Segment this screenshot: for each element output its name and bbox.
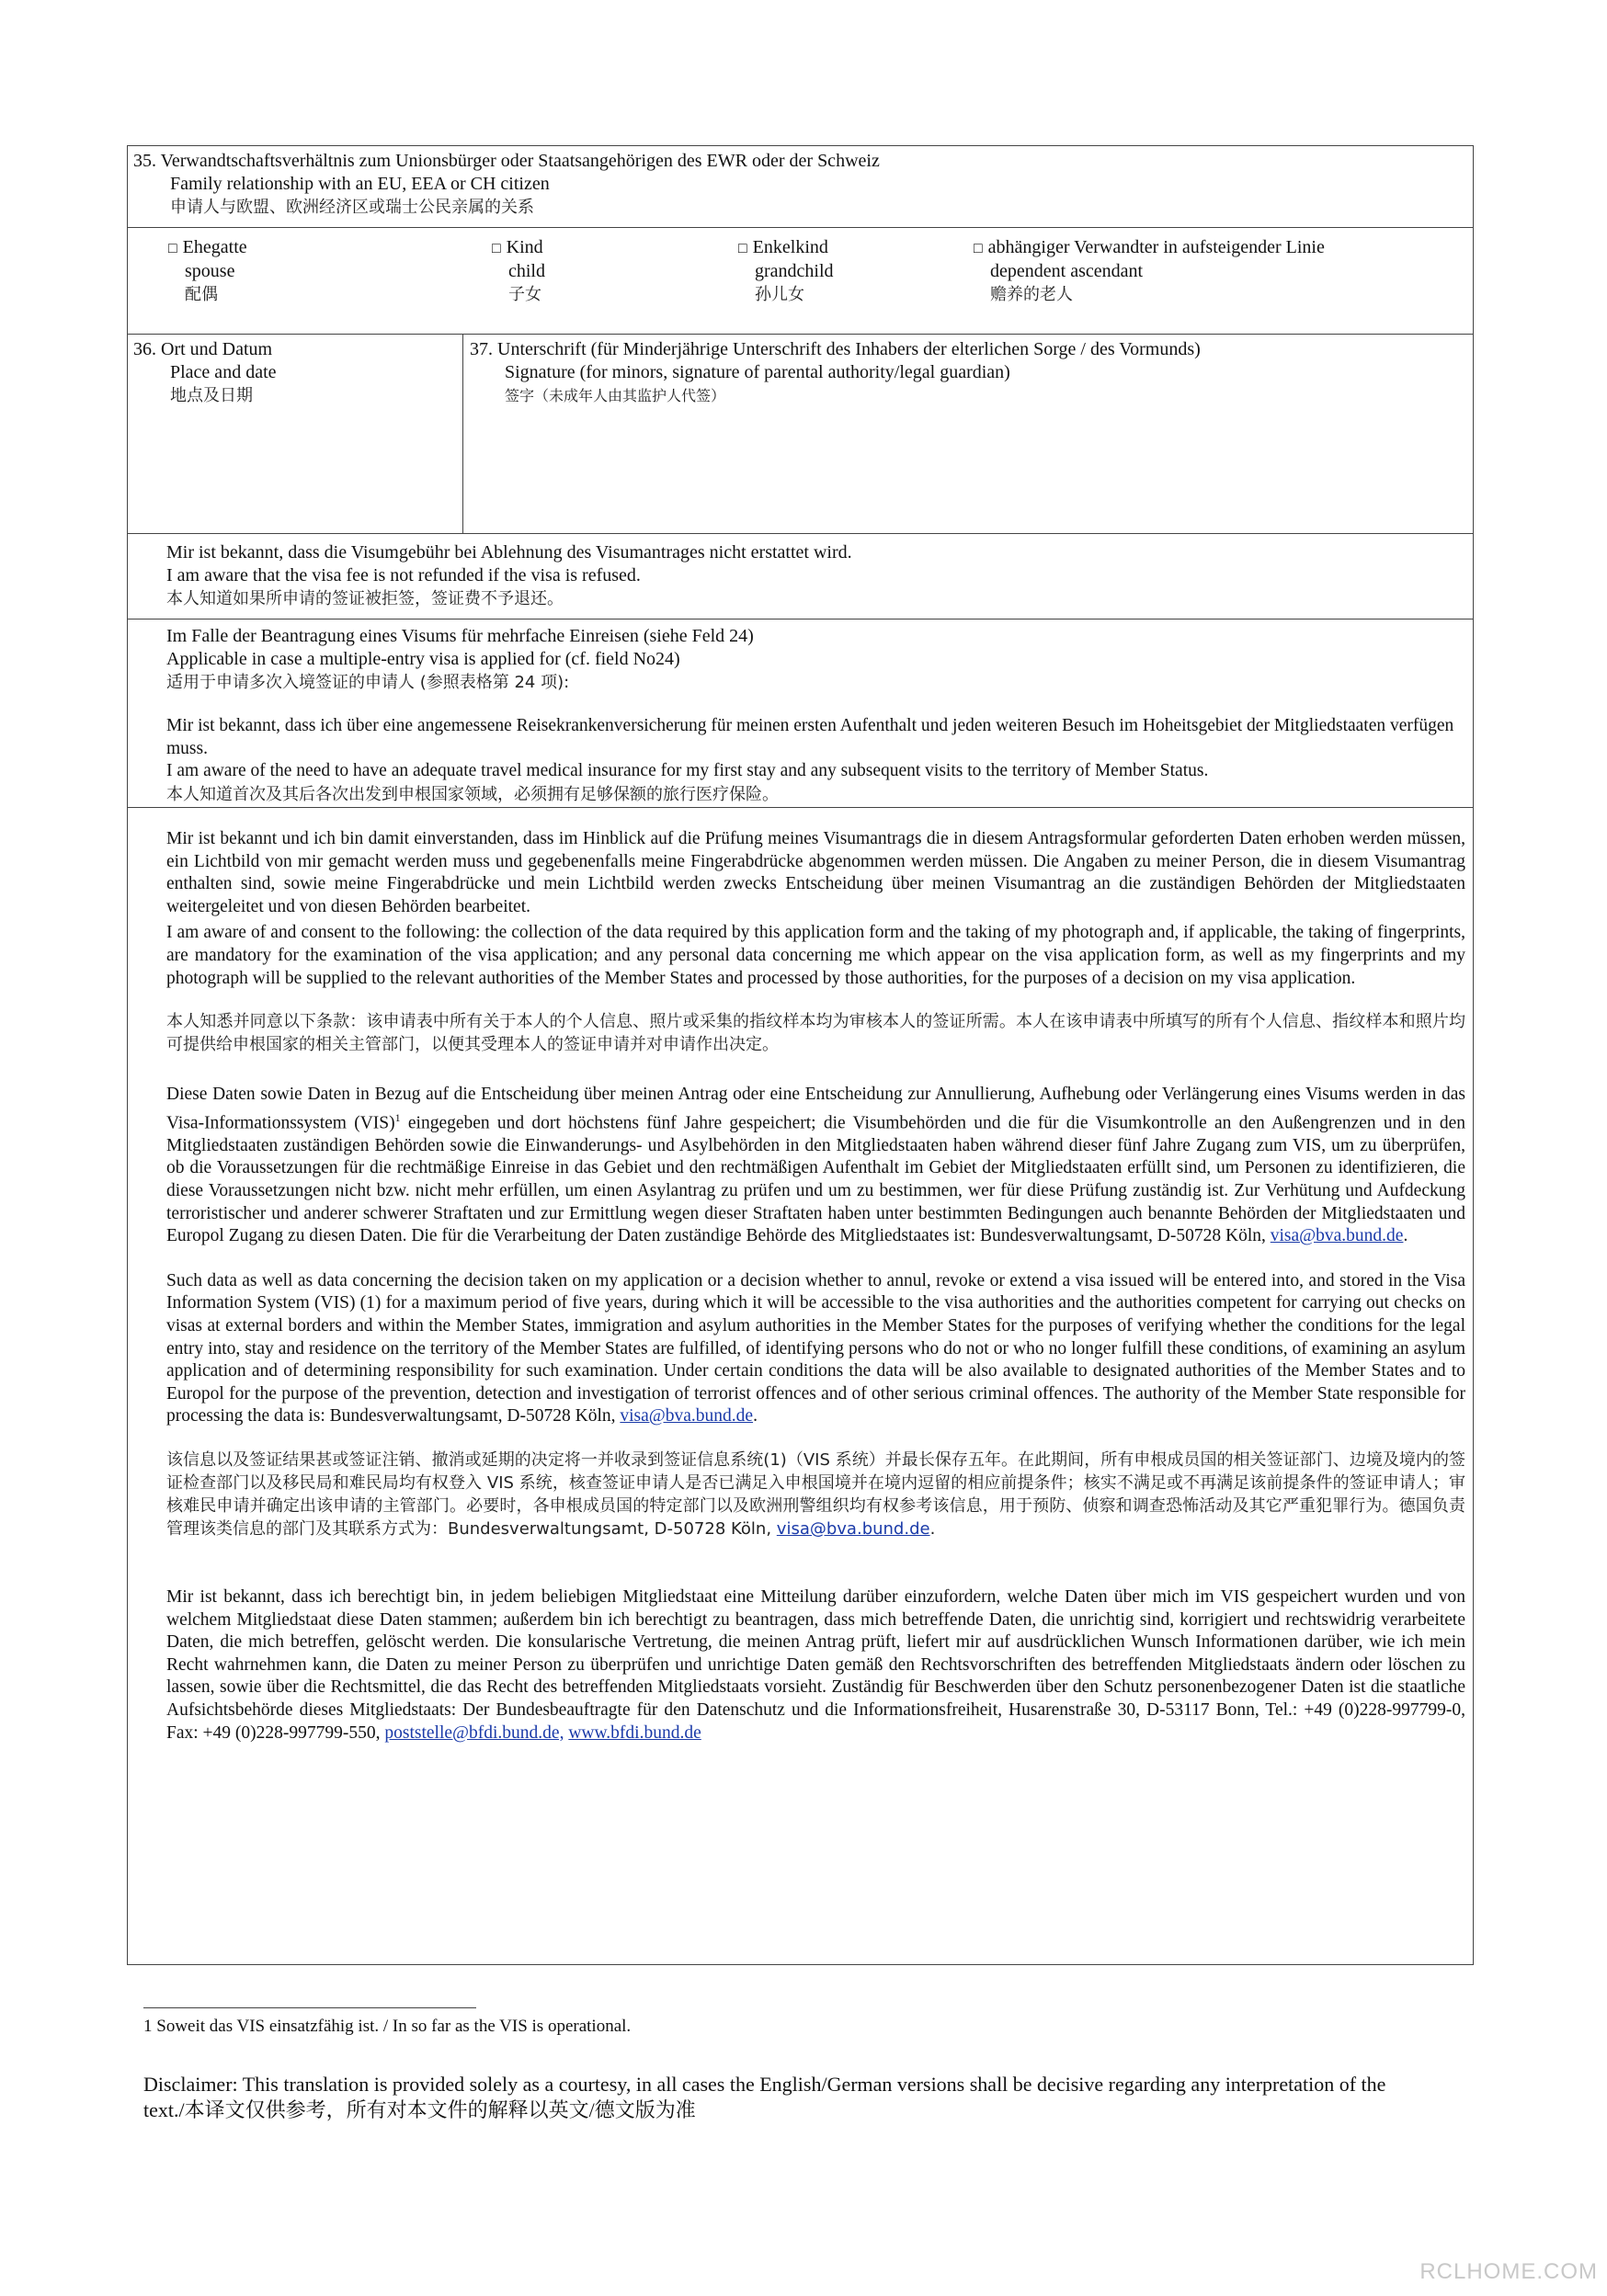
option-label-de: Kind	[506, 237, 543, 257]
consent-section	[166, 828, 1465, 1745]
footnote: 1 Soweit das VIS einsatzfähig ist. / In so far as the VIS is operational.	[143, 2017, 632, 2036]
q37-label-en: Signature (for minors, signature of parental authority/legal guardian)	[505, 362, 1010, 382]
option-label-cn: 孙儿女	[755, 285, 804, 304]
email-link[interactable]: poststelle@bfdi.bund.de,	[384, 1722, 564, 1743]
application-form-page-2	[127, 145, 1474, 1965]
q36-place-date-field[interactable]	[133, 338, 277, 407]
option-label-cn: 子女	[508, 285, 541, 304]
q36-label-en: Place and date	[170, 362, 277, 382]
consent-p3-de: Mir ist bekannt, dass ich berechtigt bin, in jedem beliebigen Mitgliedstaat eine Mitteilung darüber einzufordern, welche Daten über mich im VIS gespeichert wurden und von welchem Mitgliedstaat diese Daten stammen; außerdem bin ich berechtigt zu beantragen, dass mich betreffende Daten, die unrichtig sind, korrigiert und rechtswidrig verarbeitete Daten, die mich betreffen, gelöscht werden. Die konsularische Vertretung, die meinen Antrag prüft, liefert mir auf ausdrücklichen Wunsch Informationen darüber, wie ich mein Recht wahrnehmen kann, die Daten zu meiner Person zu überprüfen und unrichtige Daten gemäß den Rechtsvorschriften des betreffenden Mitgliedstaats ändern oder löschen zu lassen, sowie über die Rechtsmittel, die das Recht des betreffenden Mitgliedstaats vorsieht. Zuständig für Beschwerden über den Schutz personenbezogener Daten ist die staatliche Aufsichtsbehörde dieses Mitgliedstaats: Der Bundesbeauftragte für den Datenschutz und die Informationsfreiheit, Husarenstraße 30, D-53117 Bonn, Tel.: +49 (0)228-997799-0, Fax: +49 (0)228-997799-550, poststelle@bfdi.bund.de, www.bfdi.bund.de	[166, 1586, 1465, 1743]
footnote-separator	[143, 2007, 476, 2008]
consent-p1-cn: 本人知悉并同意以下条款：该申请表中所有关于本人的个人信息、照片或采集的指纹样本均为审核本人的签证所需。本人在该申请表中所填写的所有个人信息、指纹样本和照片均可提供给申根国家的相关主管部门，以便其受理本人的签证申请并对申请作出决定。	[166, 1012, 1465, 1055]
consent-p2-en: Such data as well as data concerning the decision taken on my application or a decision whether to annul, revoke or extend a visa issued will be entered into, and stored in the Visa Information System (VIS) (1) for a maximum period of five years, during which it will be accessible to the visa authorities and the authorities competent for carrying out checks on visas at external borders and within the Member States, immigration and asylum authorities in the Member States for the purposes of verifying whether the conditions for the legal entry into, stay and residence on the territory of the Member States are fulfilled, of identifying persons who do not or who no longer fulfill these conditions, of examining an asylum application and of determining responsibility for such examination. Under certain conditions the data will be also available to designated authorities of the Member States and to Europol for the purpose of the prevention, detection and investigation of terrorist offences and of other serious criminal offences. The authority of the Member State responsible for processing the data is: Bundesverwaltungsamt, D-50728 Köln, visa@bva.bund.de.	[166, 1270, 1465, 1426]
q37-label-cn: 签字（未成年人由其监护人代签）	[505, 387, 726, 404]
multiple-entry-en: Applicable in case a multiple-entry visa is applied for (cf. field No24)	[166, 649, 680, 669]
section-36-37-place-signature	[128, 335, 1473, 534]
insurance-de: Mir ist bekannt, dass ich über eine angemessene Reisekrankenversicherung für meinen ersten Aufenthalt und jeden weiteren Besuch im Hoheitsgebiet der Mitgliedstaaten verfügen muss.	[166, 716, 1454, 758]
visa-fee-de: Mir ist bekannt, dass die Visumgebühr bei Ablehnung des Visumantrages nicht erstattet wird.	[166, 542, 852, 563]
column-divider	[462, 335, 463, 533]
insurance-en: I am aware of the need to have an adequate travel medical insurance for my first stay and any subsequent visits to the territory of Member Status.	[166, 761, 1209, 781]
q35-title-en: Family relationship with an EU, EEA or CH citizen	[170, 174, 550, 194]
q37-label-de: 37. Unterschrift (für Minderjährige Unterschrift des Inhabers der elterlichen Sorge / des Vormunds)	[470, 339, 1201, 359]
email-link[interactable]: visa@bva.bund.de	[620, 1406, 754, 1426]
option-grandchild[interactable]	[738, 236, 834, 306]
q37-signature-field[interactable]	[470, 338, 1201, 407]
multiple-entry-de: Im Falle der Beantragung eines Visums für mehrfache Einreisen (siehe Feld 24)	[166, 626, 754, 646]
visa-fee-notice	[128, 534, 1473, 619]
watermark: RCLHOME.COM	[1419, 2259, 1598, 2284]
checkbox-icon[interactable]: □	[738, 241, 747, 256]
insurance-cn: 本人知道首次及其后各次出发到申根国家领域，必须拥有足够保额的旅行医疗保险。	[166, 784, 779, 804]
option-label-en: child	[508, 261, 545, 281]
checkbox-icon[interactable]: □	[168, 241, 177, 256]
option-dependent-ascendant[interactable]	[974, 236, 1325, 306]
checkbox-icon[interactable]: □	[974, 241, 983, 256]
checkbox-icon[interactable]: □	[492, 241, 501, 256]
q35-title-de: 35. Verwandtschaftsverhältnis zum Unionsbürger oder Staatsangehörigen des EWR oder der Schweiz	[133, 151, 880, 171]
option-label-de: Ehegatte	[182, 237, 247, 257]
option-spouse[interactable]	[168, 236, 247, 306]
option-label-en: dependent ascendant	[990, 261, 1144, 281]
multiple-entry-section	[128, 619, 1473, 808]
option-label-de: abhängiger Verwandter in aufsteigender Linie	[987, 237, 1325, 257]
option-label-en: grandchild	[755, 261, 834, 281]
email-link[interactable]: visa@bva.bund.de	[1270, 1226, 1404, 1246]
option-label-de: Enkelkind	[752, 237, 828, 257]
q36-label-de: 36. Ort und Datum	[133, 339, 273, 359]
multiple-entry-cn: 适用于申请多次入境签证的申请人 (参照表格第 24 项):	[166, 673, 570, 692]
visa-fee-en: I am aware that the visa fee is not refunded if the visa is refused.	[166, 565, 641, 585]
option-label-en: spouse	[185, 261, 235, 281]
section-35-family-relationship	[128, 146, 1473, 335]
email-link[interactable]: visa@bva.bund.de	[776, 1518, 930, 1539]
option-label-cn: 配偶	[185, 285, 218, 304]
divider	[128, 227, 1473, 228]
option-child[interactable]	[492, 236, 545, 306]
consent-p1-en: I am aware of and consent to the following: the collection of the data required by this application form and the taking of my photograph and, if applicable, the taking of fingerprints, are mandatory for the examination of the visa application; and any personal data concerning me which appear on the visa application form, as well as my fingerprints and my photograph will be supplied to the relevant authorities of the Member States and processed by those authorities, for the purposes of a decision on my visa application.	[166, 923, 1465, 988]
disclaimer: Disclaimer: This translation is provided solely as a courtesy, in all cases the English/German versions shall be decisive regarding any interpretation of the text./本译文仅供参考，所有对本文件的解释以英文/德文版为准	[143, 2073, 1386, 2121]
q36-label-cn: 地点及日期	[170, 386, 253, 405]
website-link[interactable]: www.bfdi.bund.de	[568, 1722, 701, 1743]
q35-title-cn: 申请人与欧盟、欧洲经济区或瑞士公民亲属的关系	[170, 198, 534, 217]
consent-p1-de: Mir ist bekannt und ich bin damit einverstanden, dass im Hinblick auf die Prüfung meines Visumantrags die in diesem Antragsformular geforderten Daten erhoben werden müssen, ein Lichtbild von mir gemacht werden muss und gegebenenfalls meine Fingerabdrücke abgenommen werden müssen. Die Angaben zu meiner Person, die in diesem Visumantrag enthalten sind, sowie meine Fingerabdrücke und mein Lichtbild werden zwecks Entscheidung über meinen Visumantrag an die zuständigen Behörden der Mitgliedstaaten weitergeleitet und von diesen Behörden bearbeitet.	[166, 829, 1465, 916]
consent-p2-de: Diese Daten sowie Daten in Bezug auf die Entscheidung über meinen Antrag oder eine Entscheidung zur Annullierung, Aufhebung oder Verlängerung eines Visums werden in das Visa-Informationssystem (VIS)$^1$ eingegeben und dort höchstens fünf Jahre gespeichert; die Visumbehörden und die für die Visumkontrolle an den Außengrenzen und in den Mitgliedstaaten zuständigen Behörden sowie die Einwanderungs- und Asylbehörden in den Mitgliedstaaten haben während dieser fünf Jahre Zugang zum VIS, um zu überprüfen, ob die Voraussetzungen für die rechtmäßige Einreise in das Gebiet und den rechtmäßigen Aufenthalt im Gebiet der Mitgliedstaaten erfüllt sind, um Personen zu identifizieren, die diese Voraussetzungen nicht bzw. nicht mehr erfüllen, um einen Asylantrag zu prüfen und um zu bestimmen, wer für diese Prüfung zuständig ist. Zur Verhütung und Aufdeckung terroristischer und anderer schwerer Straftaten und zur Ermittlung wegen dieser Straftaten haben unter bestimmten Bedingungen auch benannte Behörden der Mitgliedstaaten und Europol Zugang zu diesen Daten. Die für die Verarbeitung der Daten zuständige Behörde des Mitgliedstaates ist: Bundesverwaltungsamt, D-50728 Köln, visa@bva.bund.de.	[166, 1085, 1465, 1246]
consent-p2-cn: 该信息以及签证结果甚或签证注销、撤消或延期的决定将一并收录到签证信息系统(1)（VIS 系统）并最长保存五年。在此期间，所有申根成员国的相关签证部门、边境及境内的签证检查部门以及移民局和难民局均有权登入 VIS 系统，核查签证申请人是否已满足入申根国境并在境内逗留的相应前提条件；核实不满足或不再满足该前提条件的签证申请人；审核难民申请并确定出该申请的主管部门。必要时，各申根成员国的特定部门以及欧洲刑警组织均有权参考该信息，用于预防、侦察和调查恐怖活动及其它严重犯罪行为。德国负责管理该类信息的部门及其联系方式为：Bundesverwaltungsamt, D-50728 Köln, visa@bva.bund.de.	[166, 1449, 1465, 1539]
visa-fee-cn: 本人知道如果所申请的签证被拒签，签证费不予退还。	[166, 589, 564, 608]
option-label-cn: 赡养的老人	[990, 285, 1073, 304]
